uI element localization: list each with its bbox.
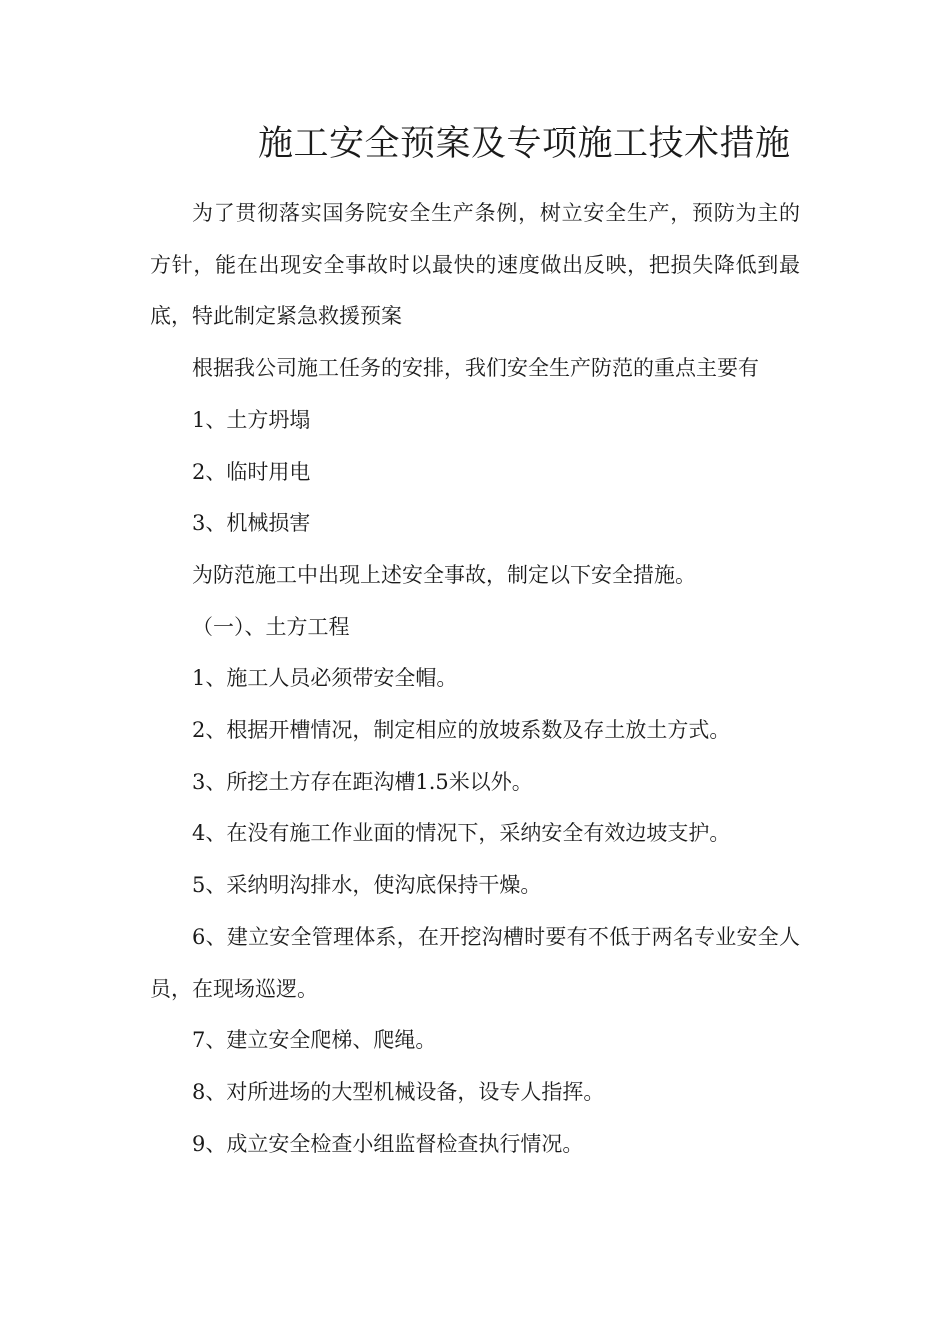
document-title: 施工安全预案及专项施工技术措施 — [258, 124, 791, 164]
section-heading: （一）、土方工程 — [192, 614, 350, 639]
focus-item: 2、临时用电 — [192, 459, 311, 484]
section-item: 3、所挖土方存在距沟槽1.5米以外。 — [192, 769, 533, 794]
intro-paragraph: 为了贯彻落实国务院安全生产条例，树立安全生产，预防为主的方针，能在出现安全事故时以最快的速度做出反映，把损失降低到最底，特此制定紧急救援预案 — [150, 201, 800, 329]
section-item: 9、成立安全检查小组监督检查执行情况。 — [192, 1131, 584, 1156]
measures-intro-paragraph: 为防范施工中出现上述安全事故，制定以下安全措施。 — [192, 562, 696, 587]
section-item: 4、在没有施工作业面的情况下，采纳安全有效边坡支护。 — [192, 821, 731, 846]
focus-item: 3、机械损害 — [192, 511, 311, 536]
focus-item: 1、土方坍塌 — [192, 407, 311, 432]
section-item: 2、根据开槽情况，制定相应的放坡系数及存土放土方式。 — [192, 718, 731, 743]
section-item: 6、建立安全管理体系，在开挖沟槽时要有不低于两名专业安全人员，在现场巡逻。 — [150, 924, 800, 1001]
section-item: 8、对所进场的大型机械设备，设专人指挥。 — [192, 1079, 605, 1104]
focus-intro-paragraph: 根据我公司施工任务的安排，我们安全生产防范的重点主要有 — [192, 356, 759, 381]
section-item: 7、建立安全爬梯、爬绳。 — [192, 1028, 437, 1053]
document-body — [150, 188, 800, 1170]
section-item: 1、施工人员必须带安全帽。 — [192, 666, 458, 691]
section-item: 5、采纳明沟排水，使沟底保持干燥。 — [192, 873, 542, 898]
